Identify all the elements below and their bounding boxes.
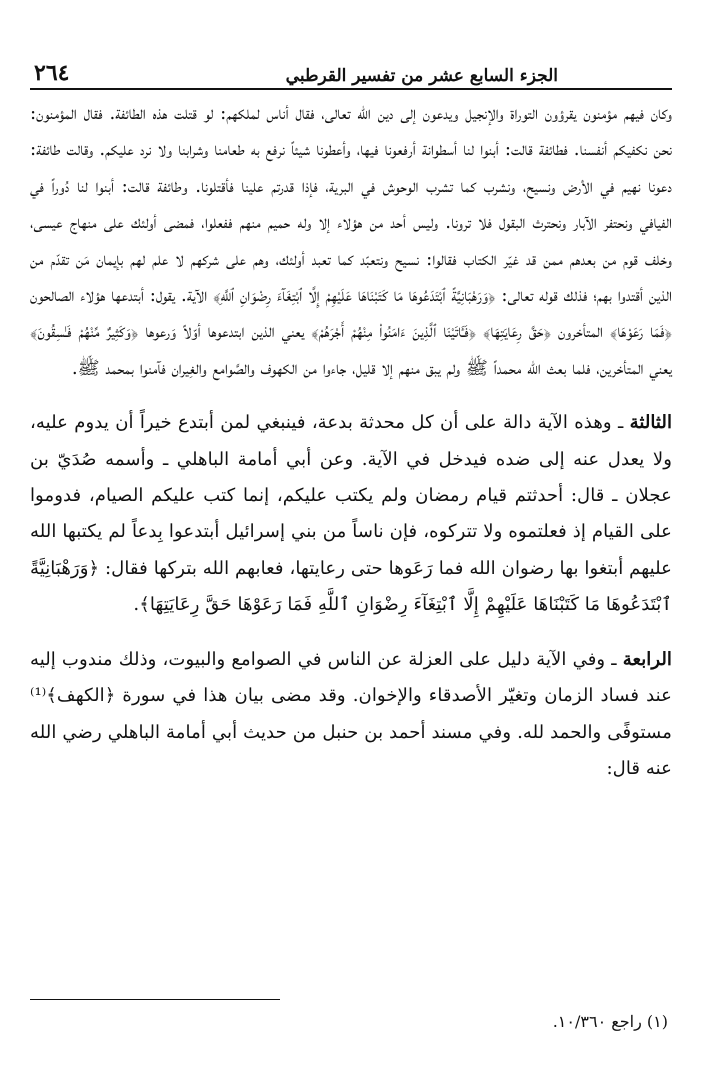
footnote-divider — [30, 999, 280, 1000]
running-header — [30, 52, 672, 86]
page-body — [30, 96, 672, 787]
footnote: (١) راجع ١٠/٣٦٠. — [552, 1012, 668, 1031]
paragraph-1-text: وكان فيهم مؤمنون يقرؤون التوراة والإنجيل ويدعون إلى دين الله تعالى، فقال أناس لملكهم: لو قتلت هذه الطائفة. فقال المؤمنون: نحن نكفيكم أنفسنا. فطائفة قالت: أبنوا لنا أسطوانة أرفعونا فيها، وأعطونا شيئاً نرفع به طعامنا وشرابنا ولا نرد عليكم. وقالت طائفة: دعونا نهيم في الأرض ونسيح، ونشرب كما تشرب الوحوش في البرية، فإذا قدرتم علينا فأقتلونا. وطائفة قالت: أبنوا لنا دُوراً في الفيافي ونحتفر الآبار ونحترث البقول فلا ترونا. وليس أحد من هؤلاء إلا وله حميم منهم ففعلوا، فمضى أولئك على منهاج عيسى، وخلف قوم من بعدهم ممن قد غيّر الكتاب فقالوا: نسيح ونتعبّد كما تعبد أولئك، وهم على شركهم لا علم لهم بإيمان مَن تقدّم من الذين أقتدوا بهم؛ فذلك قوله تعالى: ﴿وَرَهْبَانِيَّةً ٱبْتَدَعُوهَا مَا كَتَبْنَاهَا عَلَيْهِمْ إِلَّا ٱبْتِغَآءَ رِضْوَانِ ٱللَّهِ﴾ الآية. يقول: أبتدعها هؤلاء الصالحون ﴿فَمَا رَعَوْهَا﴾ المتأخرون ﴿حَقَّ رِعَايَتِهَا﴾ ﴿فَـَٔاتَيْنَا ٱلَّذِينَ ءَامَنُوا۟ مِنْهُمْ أَجْرَهُمْ﴾ يعني الذين ابتدعوها أوّلاً وَرعوها ﴿وَكَثِيرٌ مِّنْهُمْ فَـٰسِقُونَ﴾ يعني المتأخرين، فلما بعث الله محمداً ﷺ ولم يبق منهم إلا قليل، جاءوا من الكهوف والصَّوامع والغِيران فآمنوا بمحمد ﷺ. — [30, 103, 672, 379]
paragraph-2 — [30, 405, 672, 623]
page-number: ٢٦٤ — [34, 60, 70, 86]
paragraph-1 — [30, 96, 672, 387]
paragraph-2-text: ـ وهذه الآية دالة على أن كل محدثة بدعة، فينبغي لمن أبتدع خيراً أن يدوم عليه، ولا يعدل عنه إلى ضده فيدخل في الآية. وعن أبي أمامة الباهلي ـ وأسمه صُدَيّ بن عجلان ـ قال: أحدثتم قيام رمضان ولم يكتب عليكم، إنما كتب عليكم الصيام، فدوموا على القيام إذ فعلتموه ولا تتركوه، فإن ناساً من بني إسرائيل أبتدعوا بِدعاً لم يكتبها الله عليهم أبتغوا بها رضوان الله فما رَعَوها حتى رعايتها، فعابهم الله بتركها فقال: ﴿وَرَهْبَانِيَّةً ٱبْتَدَعُوهَا مَا كَتَبْنَاهَا عَلَيْهِمْ إِلَّا ٱبْتِغَآءَ رِضْوَانِ ٱللَّهِ فَمَا رَعَوْهَا حَقَّ رِعَايَتِهَا﴾. — [30, 412, 672, 616]
header-divider — [30, 88, 672, 90]
paragraph-2-lead: الثالثة — [629, 412, 672, 434]
book-page — [30, 52, 672, 1071]
paragraph-3 — [30, 642, 672, 788]
running-title: الجزء السابع عشر من تفسير القرطبي — [285, 66, 558, 86]
paragraph-3-lead: الرابعة — [622, 648, 672, 670]
paragraph-3-text: ـ وفي الآية دليل على العزلة عن الناس في الصوامع والبيوت، وذلك مندوب إليه عند فساد الزمان وتغيّر الأصدقاء والإخوان. وقد مضى بيان هذا في سورة ﴿الكهف﴾⁽¹⁾ مستوفًى والحمد لله. وفي مسند أحمد بن حنبل من حديث أبي أمامة الباهلي رضي الله عنه قال: — [30, 648, 672, 779]
